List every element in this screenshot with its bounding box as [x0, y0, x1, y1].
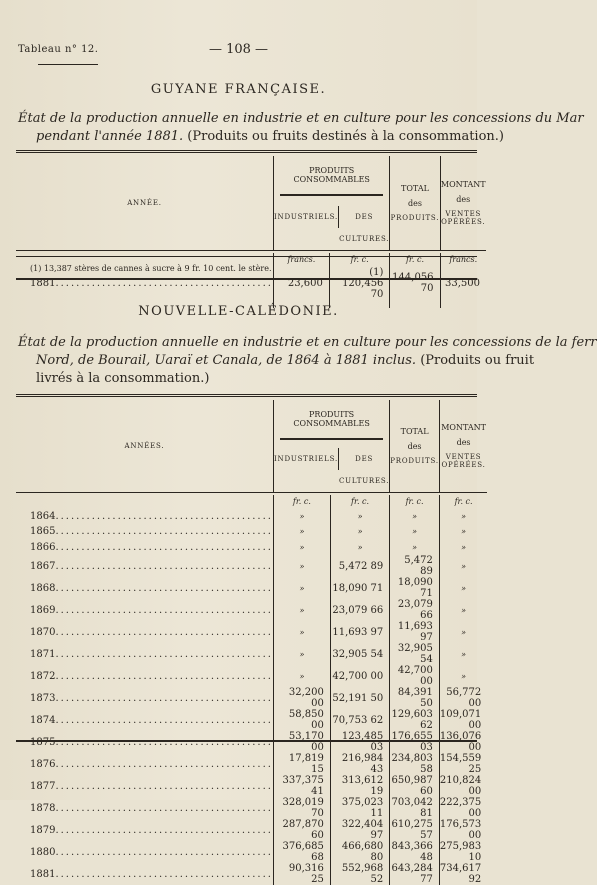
caption-guyane-line1: État de la production annuelle en industrie et en culture pour les concessions du Mar	[18, 111, 584, 126]
cell-year: 1877..........................................	[16, 775, 273, 797]
cell-year: 1874..........................................	[16, 709, 273, 731]
cell-montant: »	[461, 671, 467, 681]
cell-cultures: 123,485 03	[330, 731, 389, 753]
cell-montant: »	[461, 583, 467, 593]
cell-total: »	[390, 540, 440, 556]
col-header-total-des: des	[407, 199, 422, 208]
cell-total: 703,042 81	[390, 797, 440, 819]
cell-industriels: 376,685 68	[273, 841, 330, 863]
cell-cultures: 23,079 66	[330, 599, 389, 621]
cell-cultures: 52,191 50	[330, 687, 389, 709]
cell-year: 1870..........................................	[16, 621, 273, 643]
table-caledonie	[16, 400, 487, 885]
cell-cultures: 5,472 89	[330, 555, 389, 577]
table-row	[16, 643, 487, 665]
caption-guyane-line2-rest: (Produits ou fruits destinés à la consommation.)	[183, 129, 504, 144]
cell-montant: 275,983 10	[439, 841, 482, 863]
cell-montant: »	[461, 527, 467, 537]
cell-montant: 154,559 25	[439, 753, 482, 775]
cell-year: 1881..........................................	[16, 267, 273, 300]
col-header-cultures: DES CULTURES.	[339, 213, 390, 243]
cell-total: 84,391 50	[390, 687, 440, 709]
col-header-total-produits: PRODUITS.	[390, 457, 439, 465]
cell-total: 23,079 66	[390, 599, 440, 621]
col-header-total-des: des	[407, 442, 422, 451]
col-header-total-label: TOTAL	[401, 184, 429, 193]
cell-montant: 56,772 00	[446, 687, 482, 709]
cell-total: 610,275 57	[390, 819, 440, 841]
col-header-industriels: INDUSTRIELS.	[274, 206, 339, 228]
cell-total: 144,056 70	[390, 267, 440, 300]
col-header-year: ANNÉE.	[16, 156, 273, 251]
table-caledonie-top-rule	[16, 394, 477, 397]
table-row	[16, 863, 487, 885]
header-rule	[38, 64, 98, 65]
unit-total: fr. c.	[390, 495, 440, 509]
table-row	[16, 753, 487, 775]
cell-industriels: »	[273, 509, 330, 525]
cell-industriels: 17,819 15	[273, 753, 330, 775]
unit-industriels: francs.	[273, 253, 329, 267]
cell-industriels: 53,170 00	[273, 731, 330, 753]
cell-cultures: 375,023 11	[330, 797, 389, 819]
caption-guyane	[18, 110, 584, 146]
cell-total: 32,905 54	[390, 643, 440, 665]
cell-year: 1878..........................................	[16, 797, 273, 819]
caption-caledonie-line3: livrés à la consommation.)	[36, 371, 210, 386]
table-row	[16, 841, 487, 863]
cell-industriels: »	[273, 643, 330, 665]
cell-montant: 210,824 00	[439, 775, 482, 797]
cell-industriels: 23,600	[273, 267, 329, 300]
caption-caledonie-line2-rest: (Produits ou fruit	[416, 353, 535, 368]
cell-year: 1881..........................................	[16, 863, 273, 885]
cell-cultures: 70,753 62	[330, 709, 389, 731]
cell-montant: 136,076 00	[439, 731, 482, 753]
caption-caledonie	[18, 334, 597, 388]
cell-industriels: »	[273, 524, 330, 540]
table-row	[16, 797, 487, 819]
col-header-montant-des: des	[456, 195, 471, 204]
cell-year: 1872..........................................	[16, 665, 273, 687]
cell-cultures: 32,905 54	[330, 643, 389, 665]
table-row	[16, 775, 487, 797]
col-header-products-label: PRODUITS CONSOMMABLES	[293, 410, 370, 428]
col-header-montant	[439, 400, 487, 493]
cell-cultures: 313,612 19	[330, 775, 389, 797]
col-header-total	[390, 156, 440, 251]
cell-industriels: »	[273, 665, 330, 687]
table-guyane-bottom-rule	[16, 256, 477, 257]
cell-cultures: »	[330, 509, 389, 525]
cell-total: 129,603 62	[390, 709, 440, 731]
col-header-total-produits: PRODUITS.	[390, 214, 440, 222]
col-header-products-label: PRODUITS CONSOMMABLES	[293, 166, 370, 184]
cell-industriels: 58,850 00	[273, 709, 330, 731]
table-row	[16, 731, 487, 753]
table-guyane	[16, 156, 486, 308]
table-row	[16, 599, 487, 621]
cell-montant: »	[461, 542, 467, 552]
table-row	[16, 540, 487, 556]
cell-year: 1869..........................................	[16, 599, 273, 621]
cell-montant: »	[461, 561, 467, 571]
cell-industriels: 32,200 00	[273, 687, 330, 709]
cell-total: 11,693 97	[390, 621, 440, 643]
cell-industriels: 287,870 60	[273, 819, 330, 841]
cell-year: 1873..........................................	[16, 687, 273, 709]
cell-total: 176,655 03	[390, 731, 440, 753]
cell-total: 234,803 58	[390, 753, 440, 775]
cell-year: 1865..........................................	[16, 524, 273, 540]
table-guyane-top-rule	[16, 150, 477, 153]
cell-year: 1880..........................................	[16, 841, 273, 863]
cell-year: 1864..........................................	[16, 509, 273, 525]
table-number-label: Tableau n° 12.	[18, 44, 99, 55]
col-header-montant-des: des	[456, 438, 471, 447]
cell-year: 1871..........................................	[16, 643, 273, 665]
cell-cultures: 18,090 71	[330, 577, 389, 599]
cell-cultures: (1) 120,456 70	[329, 267, 390, 300]
cell-cultures: 42,700 00	[330, 665, 389, 687]
col-header-products	[273, 156, 389, 251]
unit-cultures: fr. c.	[330, 495, 389, 509]
cell-total: »	[390, 509, 440, 525]
cell-cultures: »	[330, 540, 389, 556]
cell-year: 1868..........................................	[16, 577, 273, 599]
footnote-rule	[16, 278, 477, 280]
cell-cultures: 11,693 97	[330, 621, 389, 643]
cell-total: 843,366 48	[390, 841, 440, 863]
products-rule	[280, 194, 383, 196]
footnote-guyane: (1) 13,387 stères de cannes à sucre à 9 fr. 10 cent. le stère.	[30, 264, 272, 273]
table-row	[16, 555, 487, 577]
cell-montant: »	[461, 605, 467, 615]
col-header-montant-label: MONTANT	[441, 423, 486, 432]
table-row	[16, 819, 487, 841]
table-row	[16, 524, 487, 540]
cell-montant: »	[461, 649, 467, 659]
page-number: — 108 —	[208, 42, 269, 57]
cell-montant: 176,573 00	[439, 819, 482, 841]
cell-montant: 33,500	[445, 277, 480, 289]
col-header-cultures: DES CULTURES.	[339, 455, 390, 485]
table-row	[16, 709, 487, 731]
cell-year: 1866..........................................	[16, 540, 273, 556]
caption-caledonie-line1: État de la production annuelle en industrie et en culture pour les concessions de la ferr	[18, 335, 597, 350]
unit-montant: fr. c.	[454, 497, 473, 506]
cell-cultures: 552,968 52	[330, 863, 389, 885]
page-header	[8, 44, 469, 60]
unit-industriels: fr. c.	[273, 495, 330, 509]
cell-total: 5,472 89	[390, 555, 440, 577]
col-header-total-label: TOTAL	[400, 427, 429, 436]
caption-guyane-line2-italic: pendant l'année 1881.	[36, 129, 184, 144]
table-caledonie-bottom-rule	[16, 740, 477, 742]
cell-total: 42,700 00	[390, 665, 440, 687]
cell-industriels: »	[273, 555, 330, 577]
cell-montant: 734,617 92	[439, 863, 482, 885]
cell-year: 1875..........................................	[16, 731, 273, 753]
cell-total: »	[390, 524, 440, 540]
section-title-guyane: GUYANE FRANÇAISE.	[150, 82, 327, 97]
col-header-montant	[440, 156, 486, 251]
products-rule	[280, 438, 383, 440]
cell-year: 1867..........................................	[16, 555, 273, 577]
cell-total: 650,987 60	[390, 775, 440, 797]
col-header-montant-label: MONTANT	[440, 180, 486, 189]
table-row	[16, 621, 487, 643]
cell-montant: »	[461, 627, 467, 637]
cell-industriels: »	[273, 577, 330, 599]
cell-industriels: 337,375 41	[273, 775, 330, 797]
cell-year: 1876..........................................	[16, 753, 273, 775]
cell-montant: »	[461, 511, 467, 521]
section-title-caledonie: NOUVELLE-CALÉDONIE.	[138, 304, 339, 319]
col-header-products	[273, 400, 389, 493]
cell-montant: 222,375 00	[439, 797, 482, 819]
unit-total: fr. c.	[390, 253, 440, 267]
cell-industriels: »	[273, 599, 330, 621]
cell-industriels: 328,019 70	[273, 797, 330, 819]
col-header-total	[390, 400, 440, 493]
col-header-montant-ventes: VENTES OPÉRÉES.	[441, 210, 486, 226]
cell-industriels: 90,316 25	[273, 863, 330, 885]
table-row	[16, 509, 487, 525]
unit-montant: francs.	[449, 255, 478, 264]
cell-total: 18,090 71	[390, 577, 440, 599]
cell-industriels: »	[273, 621, 330, 643]
cell-industriels: »	[273, 540, 330, 556]
cell-cultures: »	[330, 524, 389, 540]
cell-montant: 109,071 00	[439, 709, 482, 731]
col-header-years: ANNÉES.	[16, 400, 273, 493]
table-row	[16, 687, 487, 709]
col-header-montant-ventes: VENTES OPÉRÉES.	[441, 453, 486, 469]
cell-cultures: 216,984 43	[330, 753, 389, 775]
caption-caledonie-line2-italic: Nord, de Bourail, Uaraï et Canala, de 1864 à 1881 inclus.	[36, 353, 417, 368]
cell-cultures: 322,404 97	[330, 819, 389, 841]
table-row	[16, 577, 487, 599]
cell-total: 643,284 77	[390, 863, 440, 885]
col-header-industriels: INDUSTRIELS.	[274, 448, 339, 470]
table-row	[16, 665, 487, 687]
unit-cultures: fr. c.	[329, 253, 390, 267]
cell-year: 1879..........................................	[16, 819, 273, 841]
cell-cultures: 466,680 80	[330, 841, 389, 863]
